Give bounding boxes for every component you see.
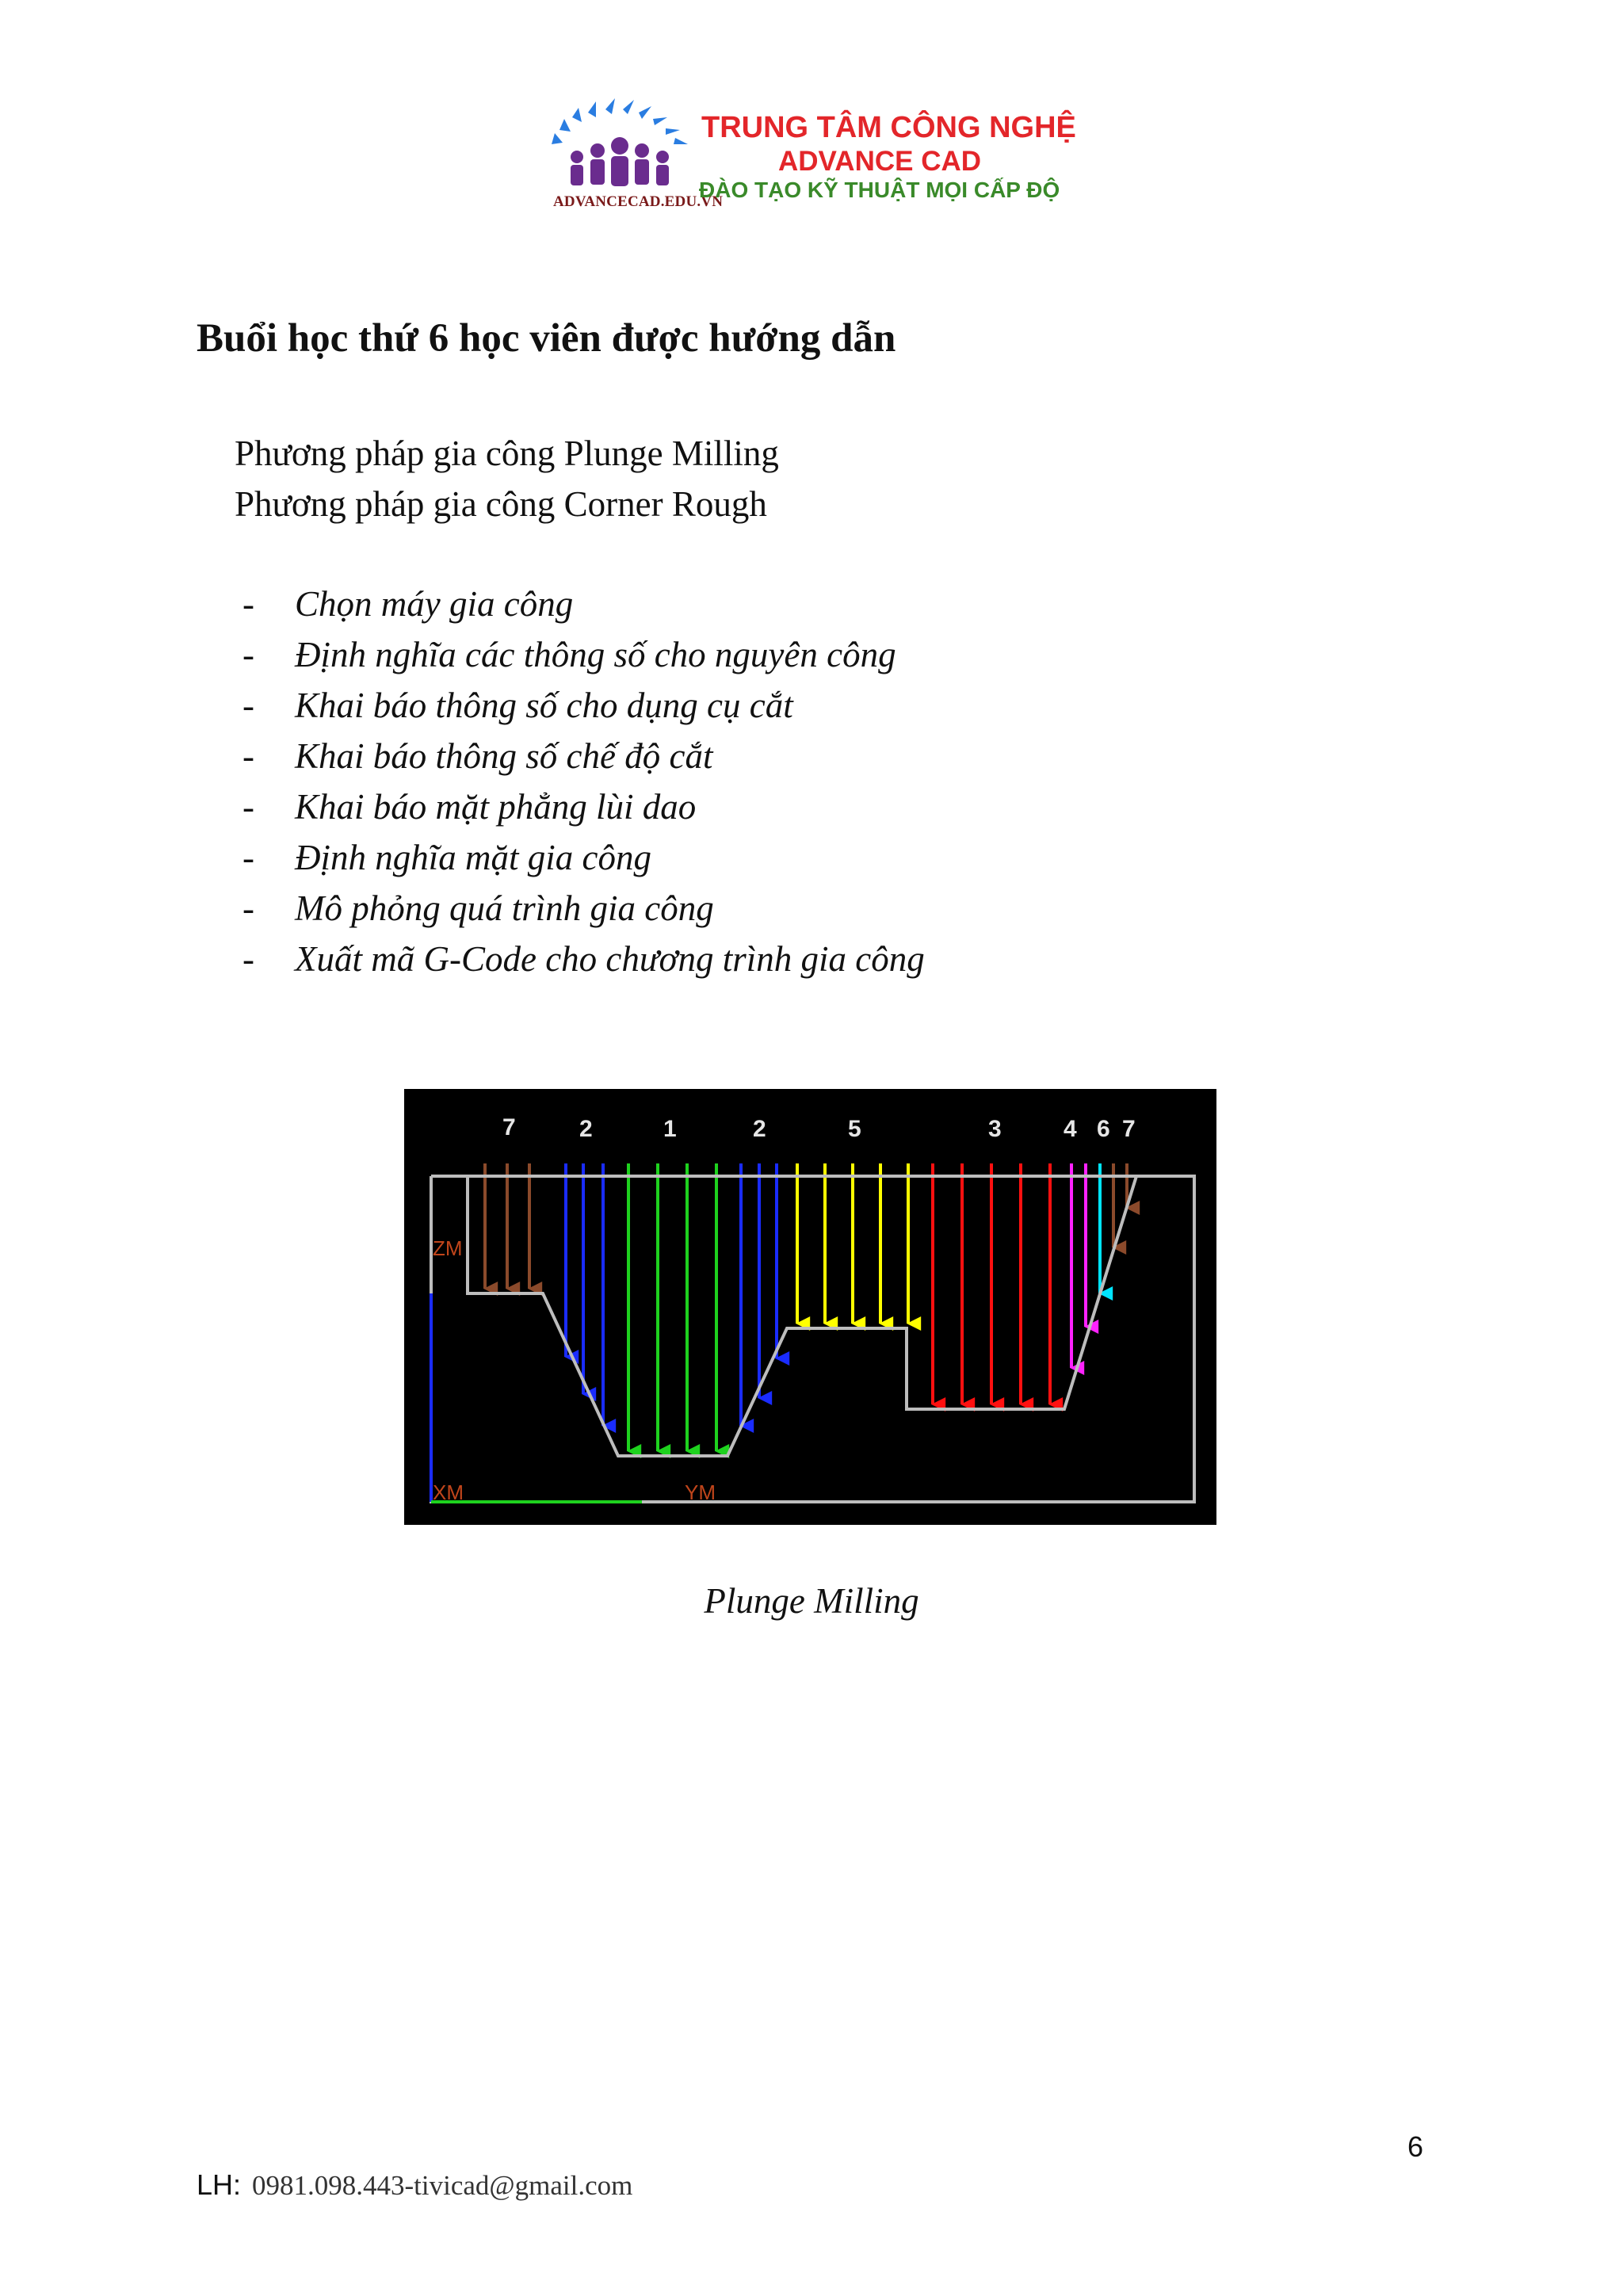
logo-brand: ADVANCE CAD [778,146,982,177]
diagram-canvas [404,1089,1216,1525]
page-heading: Buổi học thứ 6 học viên được hướng dẫn [197,316,896,361]
list-dash: - [242,686,254,725]
pass-label: 2 [579,1116,593,1142]
plunge-milling-diagram [404,1089,1216,1525]
pass-label: 7 [1122,1116,1136,1142]
stock-outline [431,1176,1194,1502]
list-dash: - [242,635,254,674]
list-dash: - [242,939,254,979]
figure-caption: Plunge Milling [704,1581,919,1621]
list-dash: - [242,584,254,624]
list-dash: - [242,736,254,776]
pass-label: 5 [848,1116,861,1142]
task-text: Định nghĩa các thông số cho nguyên công [295,635,896,674]
logo-title: TRUNG TÂM CÔNG NGHỆ [701,111,1076,144]
contact-line [197,2168,632,2202]
axis-label-xm: XM [433,1480,464,1504]
pass-label: 6 [1097,1116,1110,1142]
center-logo [547,94,1086,220]
logo-slogan: ĐÀO TẠO KỸ THUẬT MỌI CẤP ĐỘ [699,178,1060,202]
method-item: Phương pháp gia công Corner Rough [235,484,767,524]
pass-label: 4 [1064,1116,1077,1142]
pass-label: 3 [988,1116,1002,1142]
task-text: Khai báo mặt phẳng lùi dao [295,787,697,827]
list-dash: - [242,888,254,928]
task-text: Khai báo thông số cho dụng cụ cắt [295,686,793,725]
task-text: Khai báo thông số chế độ cắt [295,736,713,776]
methods-list [235,428,779,529]
contact-info: 0981.098.443-tivicad@gmail.com [252,2170,633,2201]
method-item: Phương pháp gia công Plunge Milling [235,434,779,473]
part-profile [468,1176,1136,1456]
list-dash: - [242,838,254,877]
contact-label: LH: [197,2168,242,2201]
task-text: Mô phỏng quá trình gia công [295,888,714,928]
task-text: Định nghĩa mặt gia công [295,838,651,877]
axis-label-ym: YM [685,1480,716,1504]
list-dash: - [242,787,254,827]
logo-site: ADVANCECAD.EDU.VN [553,193,724,210]
task-text: Chọn máy gia công [295,584,574,624]
pass-label: 7 [502,1114,516,1140]
page-number: 6 [1407,2130,1424,2163]
pass-label: 1 [663,1116,677,1142]
axis-label-zm: ZM [433,1236,463,1260]
pass-label: 2 [753,1116,766,1142]
task-text: Xuất mã G-Code cho chương trình gia công [295,939,925,979]
